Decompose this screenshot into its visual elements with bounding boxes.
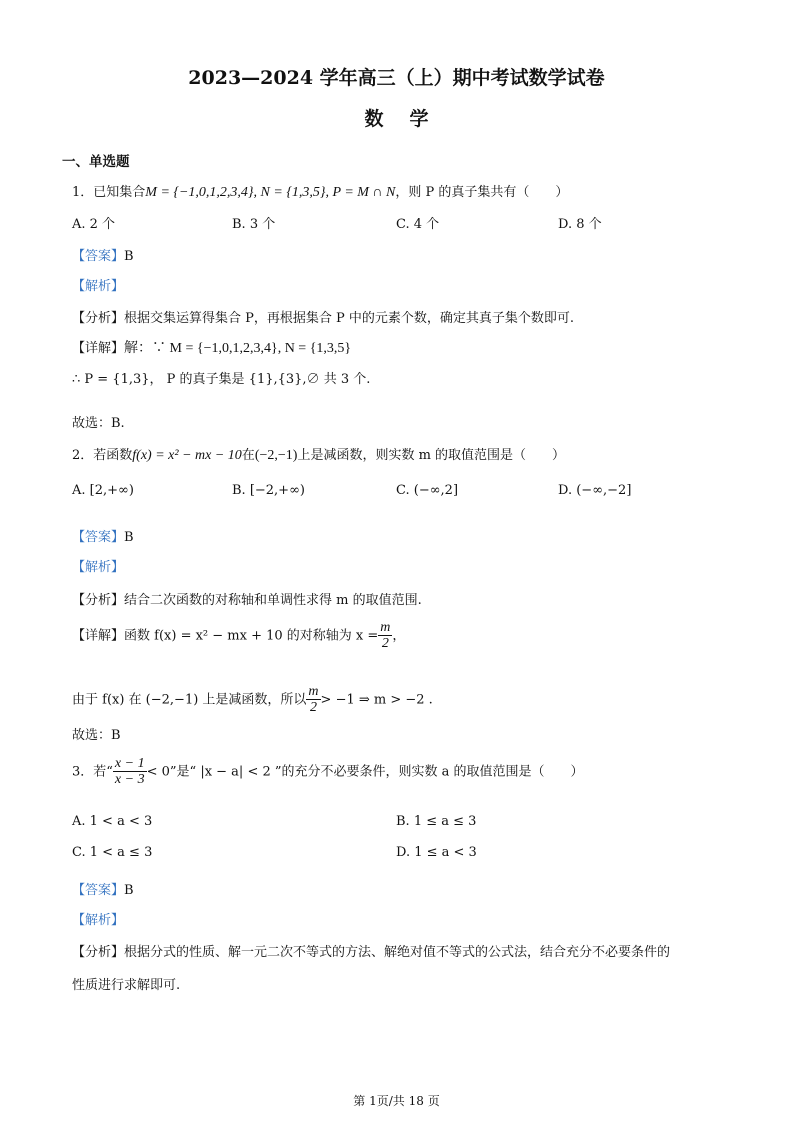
q1-option-b: B. 3 个 xyxy=(232,217,276,232)
q3-option-c: C. 1 < a ≤ 3 xyxy=(72,845,153,860)
q1-fenxi-text: 根据交集运算得集合 P，再根据集合 P 中的元素个数，确定其真子集个数即可. xyxy=(124,311,575,326)
q2-fenxi-text: 结合二次函数的对称轴和单调性求得 m 的取值范围. xyxy=(124,593,422,608)
q1-math: M = {−1,0,1,2,3,4}, N = {1,3,5}, P = M ∩ N xyxy=(145,185,396,200)
q2-detail-tag: 【详解】 xyxy=(72,628,125,644)
q1-option-d: D. 8 个 xyxy=(558,217,602,232)
q2-detail-line2 xyxy=(72,684,433,716)
q3-fenxi xyxy=(72,941,670,960)
page-subtitle: 数学 xyxy=(364,108,455,130)
q2-mid: 在 xyxy=(241,448,255,463)
q1-fenxi xyxy=(72,307,574,326)
q1-answer xyxy=(72,245,134,264)
q1-prefix: 1．已知集合 xyxy=(72,185,146,200)
q3-answer xyxy=(72,879,134,898)
page-title: 2023—2024 学年高三（上）期中考试数学试卷 xyxy=(188,67,605,89)
q3-fraction xyxy=(113,756,147,788)
q3-option-d: D. 1 ≤ a < 3 xyxy=(396,845,477,860)
q3-stem xyxy=(72,756,584,788)
q3-answer-value: B xyxy=(124,883,134,898)
q3-fenxi-text: 根据分式的性质、解一元二次不等式的方法、解绝对值不等式的公式法，结合充分不必要条件的 xyxy=(124,945,671,960)
q2-analysis-tag: 【解析】 xyxy=(72,560,125,575)
q2-fenxi-tag: 【分析】 xyxy=(72,593,125,608)
q2-interval: (−2,−1) xyxy=(254,448,298,463)
q3-fenxi-line2: 性质进行求解即可. xyxy=(72,978,181,993)
q1-option-c: C. 4 个 xyxy=(396,217,440,232)
q1-fenxi-tag: 【分析】 xyxy=(72,311,125,326)
q2-option-a: A. [2,+∞) xyxy=(72,483,134,498)
q3-frac-num: x − 1 xyxy=(114,756,145,771)
q2-line2-fraction xyxy=(306,684,320,716)
q2-answer-value: B xyxy=(124,530,134,545)
q3-analysis-tag: 【解析】 xyxy=(72,913,125,928)
q3-option-b: B. 1 ≤ a ≤ 3 xyxy=(396,814,477,829)
q2-option-c: C. (−∞,2] xyxy=(396,483,459,498)
q2-answer-tag: 【答案】 xyxy=(72,530,125,545)
q2-detail-pre: 函数 f(x) = x² − mx + 10 的对称轴为 x = xyxy=(124,628,379,644)
q2-detail xyxy=(72,620,405,652)
q3-prefix: 3．若“ xyxy=(72,764,113,780)
q2-option-b: B. [−2,+∞) xyxy=(232,483,305,498)
q3-after-fraction: < 0”是“ |x − a| < 2 ”的充分不必要条件，则实数 a 的取值范围是（ ） xyxy=(146,764,584,780)
q2-answer xyxy=(72,526,134,545)
q2-line2-pre: 由于 f(x) 在 (−2,−1) 上是减函数，所以 xyxy=(72,692,307,708)
q1-choose: 故选：B. xyxy=(72,416,125,431)
q2-choose: 故选：B xyxy=(72,728,121,743)
q2-fenxi xyxy=(72,589,422,608)
q1-answer-value: B xyxy=(124,249,134,264)
q2-line2-frac-num: m xyxy=(308,684,319,699)
q3-frac-den: x − 3 xyxy=(114,772,145,788)
q1-answer-tag: 【答案】 xyxy=(72,249,125,264)
q2-suffix: 上是减函数，则实数 m 的取值范围是（ ） xyxy=(297,448,566,463)
q3-answer-tag: 【答案】 xyxy=(72,883,125,898)
q1-suffix: ，则 P 的真子集共有（ ） xyxy=(395,185,569,200)
q2-line2-frac-den: 2 xyxy=(309,700,317,716)
q1-detail-line2: ∴ P = {1,3}， P 的真子集是 {1},{3},∅ 共 3 个. xyxy=(72,372,371,387)
q2-option-d: D. (−∞,−2] xyxy=(558,483,632,498)
q1-detail xyxy=(72,337,351,357)
q1-detail-text: 解：∵ M = {−1,0,1,2,3,4}, N = {1,3,5} xyxy=(124,341,352,356)
page-footer: 第 1页/共 18 页 xyxy=(353,1094,440,1108)
q2-prefix: 2．若函数 xyxy=(72,448,133,463)
q2-detail-frac-num: m xyxy=(380,620,391,635)
q1-detail-tag: 【详解】 xyxy=(72,341,125,356)
q3-fenxi-tag: 【分析】 xyxy=(72,945,125,960)
q1-option-a: A. 2 个 xyxy=(72,217,116,232)
q2-stem xyxy=(72,444,565,464)
q1-stem xyxy=(72,181,568,201)
q2-detail-fraction xyxy=(378,620,392,652)
q1-analysis-tag: 【解析】 xyxy=(72,279,125,294)
q2-detail-post: ， xyxy=(392,628,406,644)
q3-option-a: A. 1 < a < 3 xyxy=(72,814,153,829)
q2-line2-post: > −1 ⇒ m > −2 . xyxy=(320,692,433,708)
q2-detail-frac-den: 2 xyxy=(381,636,389,652)
section-title: 一、单选题 xyxy=(62,154,130,170)
q2-math: f(x) = x² − mx − 10 xyxy=(132,448,242,463)
